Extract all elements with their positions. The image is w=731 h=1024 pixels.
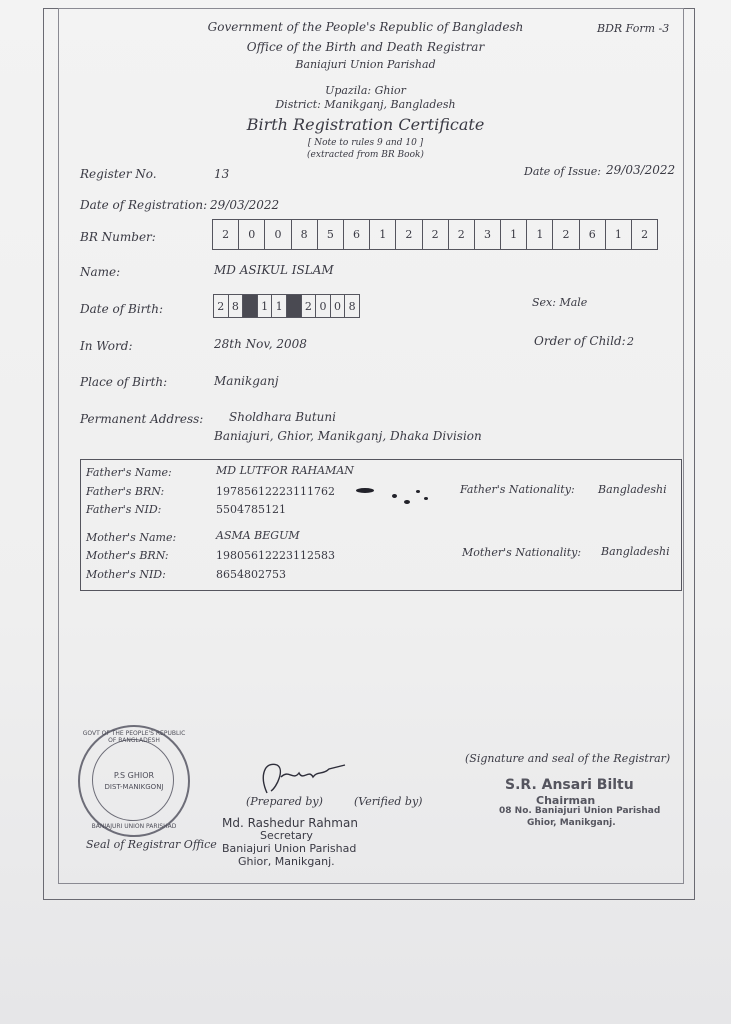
chairman-title: Chairman xyxy=(536,794,596,807)
mother-nationality-label: Mother's Nationality: xyxy=(462,546,582,559)
dob-digit-box: 2 xyxy=(302,295,317,317)
ink-dot xyxy=(424,497,428,500)
mother-brn-label: Mother's BRN: xyxy=(86,549,169,562)
ink-smudge xyxy=(356,488,374,493)
register-label: Register No. xyxy=(80,167,157,181)
seal-office-label: Seal of Registrar Office xyxy=(86,838,217,851)
br-digit-box: 1 xyxy=(606,220,632,249)
br-digit-box: 2 xyxy=(641,228,649,241)
chairman-place: Ghior, Manikganj. xyxy=(527,818,616,828)
dob-boxes xyxy=(213,294,360,318)
br-digit-box: 8 xyxy=(292,220,318,249)
sex-value: Sex: Male xyxy=(532,296,588,309)
br-digit-box: 2 xyxy=(553,220,579,249)
chairman-name: S.R. Ansari Biltu xyxy=(505,777,634,793)
header-union: Baniajuri Union Parishad xyxy=(295,58,436,71)
dob-digit-box: 2 xyxy=(214,295,229,317)
in-word-value: 28th Nov, 2008 xyxy=(214,337,307,351)
br-digit-box: 6 xyxy=(344,220,370,249)
register-value: 13 xyxy=(214,167,230,181)
mother-nid-value: 8654802753 xyxy=(216,568,286,581)
header-government: Government of the People's Republic of Bangladesh xyxy=(207,20,524,34)
br-digit-box: 3 xyxy=(475,220,501,249)
seal-inner-ring xyxy=(92,739,174,821)
br-digit-box: 1 xyxy=(370,220,396,249)
secretary-org: Baniajuri Union Parishad xyxy=(222,842,357,855)
secretary-place: Ghior, Manikganj. xyxy=(238,855,335,868)
verified-by-label: (Verified by) xyxy=(354,795,423,808)
br-digit-box: 0 xyxy=(265,220,291,249)
dob-separator-box xyxy=(243,295,258,317)
br-digit-box: 2 xyxy=(396,220,422,249)
dob-digit-box: 1 xyxy=(272,295,287,317)
secretary-name: Md. Rashedur Rahman xyxy=(222,816,358,830)
registration-date-value: 29/03/2022 xyxy=(210,198,280,212)
br-number-label: BR Number: xyxy=(80,230,156,244)
mother-name-label: Mother's Name: xyxy=(86,531,177,544)
seal-center-line2: DIST-MANIKGONJ xyxy=(104,783,164,791)
header-district: District: Manikganj, Bangladesh xyxy=(275,98,456,111)
br-digit-box: 5 xyxy=(318,220,344,249)
br-number-boxes xyxy=(212,219,658,250)
name-label: Name: xyxy=(80,265,121,279)
address-line-1: Sholdhara Butuni xyxy=(229,410,336,424)
registrar-seal-stamp xyxy=(78,725,190,837)
place-of-birth-value: Manikganj xyxy=(214,374,279,388)
br-digit-box: 1 xyxy=(527,220,553,249)
father-name-value: MD LUTFOR RAHAMAN xyxy=(216,464,354,477)
header-upazila: Upazila: Ghior xyxy=(325,84,406,97)
seal-center-line1: P.S GHIOR xyxy=(113,771,155,780)
chairman-org: 08 No. Baniajuri Union Parishad xyxy=(499,806,661,816)
mother-name-value: ASMA BEGUM xyxy=(216,529,300,542)
certificate-title: Birth Registration Certificate xyxy=(246,115,485,134)
dob-separator-box xyxy=(287,295,302,317)
father-nationality-value: Bangladeshi xyxy=(598,483,667,496)
name-value: MD ASIKUL ISLAM xyxy=(214,263,334,277)
header-office: Office of the Birth and Death Registrar xyxy=(246,40,485,54)
seal-arc-top: GOVT OF THE PEOPLE'S REPUBLIC OF BANGLADESH xyxy=(82,730,186,744)
dob-digit-box: 0 xyxy=(331,295,346,317)
mother-brn-value: 19805612223112583 xyxy=(216,549,335,562)
mother-nationality-value: Bangladeshi xyxy=(601,545,670,558)
header-extracted: (extracted from BR Book) xyxy=(307,150,424,160)
place-of-birth-label: Place of Birth: xyxy=(80,375,168,389)
dob-digit-box: 8 xyxy=(348,299,356,313)
form-number: BDR Form -3 xyxy=(597,22,670,35)
seal-arc-bottom: BANIAJURI UNION PARISHAD xyxy=(91,823,177,830)
order-of-child-label: Order of Child: xyxy=(534,334,626,348)
mother-nid-label: Mother's NID: xyxy=(86,568,166,581)
ink-dot xyxy=(416,490,420,493)
header-note: [ Note to rules 9 and 10 ] xyxy=(307,138,424,148)
father-nid-value: 5504785121 xyxy=(216,503,286,516)
br-digit-box: 0 xyxy=(239,220,265,249)
ink-dot xyxy=(404,500,410,504)
father-brn-label: Father's BRN: xyxy=(86,485,165,498)
registrar-caption: (Signature and seal of the Registrar) xyxy=(465,752,671,765)
br-digit-box: 1 xyxy=(501,220,527,249)
father-name-label: Father's Name: xyxy=(86,466,172,479)
address-label: Permanent Address: xyxy=(80,412,204,426)
dob-digit-box: 0 xyxy=(316,295,331,317)
dob-digit-box: 8 xyxy=(229,295,244,317)
in-word-label: In Word: xyxy=(80,339,133,353)
dob-label: Date of Birth: xyxy=(80,302,163,316)
order-of-child-value: 2 xyxy=(627,335,634,348)
issue-label: Date of Issue: xyxy=(524,165,601,178)
br-digit-box: 6 xyxy=(580,220,606,249)
ink-dot xyxy=(392,494,397,498)
secretary-title: Secretary xyxy=(260,829,313,842)
prepared-by-label: (Prepared by) xyxy=(246,795,323,808)
registration-date-label: Date of Registration: xyxy=(80,198,208,212)
dob-digit-box: 1 xyxy=(258,295,273,317)
father-brn-value: 19785612223111762 xyxy=(216,485,335,498)
secretary-signature xyxy=(255,755,350,800)
father-nationality-label: Father's Nationality: xyxy=(460,483,575,496)
issue-value: 29/03/2022 xyxy=(606,163,676,177)
father-nid-label: Father's NID: xyxy=(86,503,162,516)
br-digit-box: 2 xyxy=(423,220,449,249)
br-digit-box: 2 xyxy=(449,220,475,249)
br-digit-box: 2 xyxy=(213,220,239,249)
address-line-2: Baniajuri, Ghior, Manikganj, Dhaka Division xyxy=(214,429,482,443)
